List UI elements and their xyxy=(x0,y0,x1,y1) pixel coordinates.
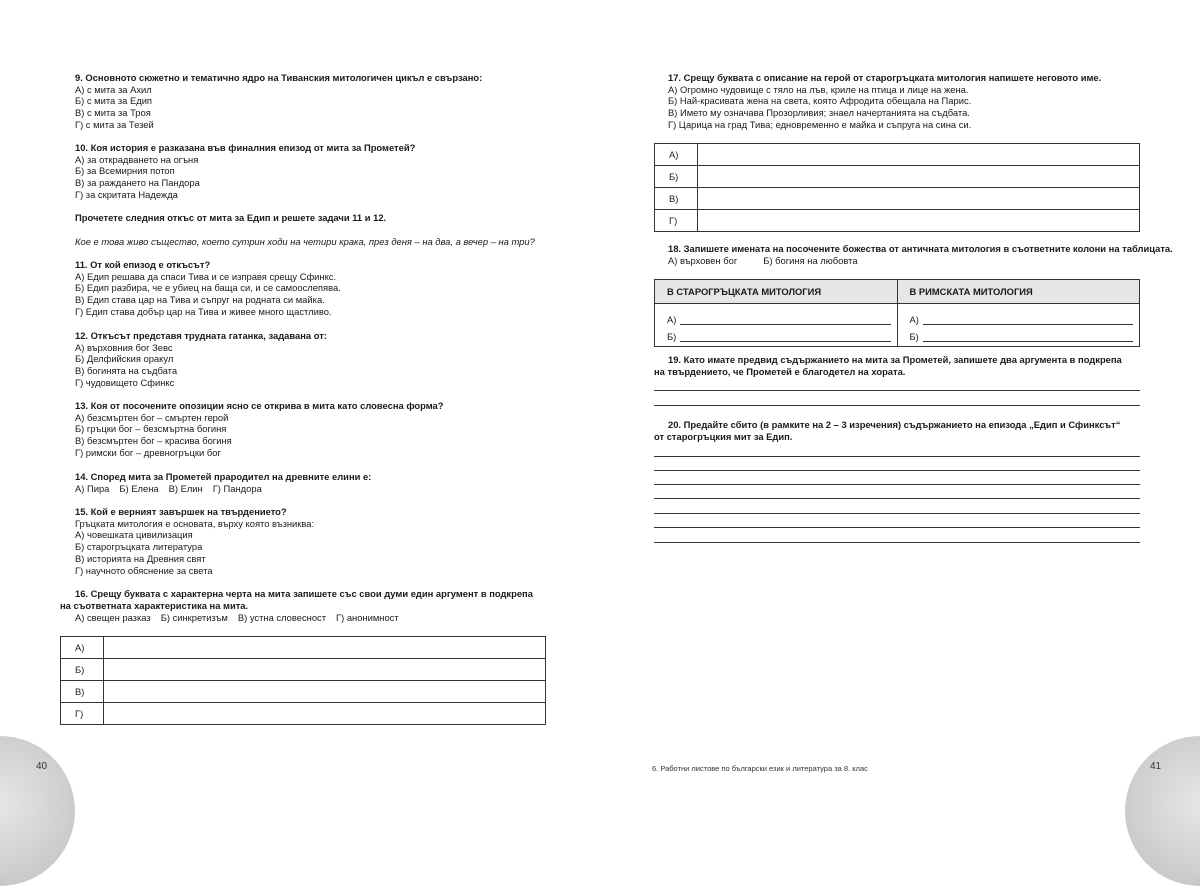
option: А) безсмъртен бог – смъртен герой xyxy=(75,411,229,423)
answer-line[interactable] xyxy=(654,484,1140,485)
option: В) историята на Древния свят xyxy=(75,552,206,564)
excerpt xyxy=(75,236,535,248)
option: Г) римски бог – древногръцки бог xyxy=(75,446,221,458)
row-label: Б) xyxy=(667,331,677,342)
footer-caption: 6. Работни листове по български език и литература за 8. клас xyxy=(652,764,868,773)
excerpt-instruction xyxy=(75,212,386,224)
option: А) човешката цивилизация xyxy=(75,529,193,541)
answer-cell[interactable] xyxy=(104,659,546,681)
answer-line[interactable] xyxy=(654,513,1140,514)
fill-line-row xyxy=(667,308,891,325)
answer-line[interactable] xyxy=(654,542,1140,543)
option: А) Пира xyxy=(75,482,110,494)
question-19-title-line2 xyxy=(654,366,905,378)
row-label: В) xyxy=(61,681,104,703)
table-row xyxy=(61,659,546,681)
question-17 xyxy=(668,72,1101,131)
option: Б) синкретизъм xyxy=(160,612,228,623)
question-title: 10. Коя история е разказана във финалния епизод от мита за Прометей? xyxy=(75,142,416,153)
row-label: А) xyxy=(61,637,104,659)
option: А) с мита за Ахил xyxy=(75,83,152,95)
question-13 xyxy=(75,400,443,459)
question-20-title-line1 xyxy=(668,419,1120,431)
options-inline xyxy=(75,612,409,624)
option: В) Елин xyxy=(168,482,203,494)
question-15 xyxy=(75,506,314,576)
fill-line[interactable] xyxy=(680,315,890,325)
row-label: А) xyxy=(909,314,919,325)
question-title: на съответната характеристика на мита. xyxy=(60,600,249,611)
table-row xyxy=(655,304,1140,347)
option: А) върховен бог xyxy=(668,254,738,266)
fill-line[interactable] xyxy=(923,332,1133,342)
question-16-title-line1 xyxy=(75,588,533,600)
fill-line[interactable] xyxy=(923,315,1133,325)
options-inline xyxy=(668,255,1173,267)
option: В) Името му означава Прозорливия; знаел начертанията на съдбата. xyxy=(668,107,970,119)
question-title: 11. От кой епизод е откъсът? xyxy=(75,259,211,270)
fill-line-row xyxy=(910,308,1134,325)
answer-table-17 xyxy=(654,143,1140,232)
question-title: 19. Като имате предвид съдържанието на мита за Прометей, запишете два аргумента в подкрепа xyxy=(668,354,1122,365)
option: Б) за Всемирния потоп xyxy=(75,165,175,177)
row-label: Б) xyxy=(655,166,698,188)
question-12 xyxy=(75,330,327,389)
table-row xyxy=(61,703,546,725)
answer-table-16 xyxy=(60,636,546,725)
option: В) с мита за Троя xyxy=(75,107,151,119)
row-label: Б) xyxy=(61,659,104,681)
row-label: Г) xyxy=(655,210,698,232)
question-title: 12. Откъсът представя трудната гатанка, задавана от: xyxy=(75,330,327,341)
excerpt-instruction-text: Прочетете следния откъс от мита за Едип и решете задачи 11 и 12. xyxy=(75,212,387,223)
option: А) Едип решава да спаси Тива и се изправя срещу Сфинкс. xyxy=(75,270,337,282)
option: Г) научното обяснение за света xyxy=(75,564,213,576)
option: А) върховния бог Зевс xyxy=(75,341,173,353)
excerpt-text: Кое е това живо същество, което сутрин ходи на четири крака, през деня – на два, а вечер – на три? xyxy=(75,236,535,247)
question-18 xyxy=(668,243,1173,266)
option: Г) Пандора xyxy=(212,482,262,494)
option: В) богинята на съдбата xyxy=(75,365,178,377)
answer-line[interactable] xyxy=(654,527,1140,528)
page-corner-circle xyxy=(1125,736,1200,886)
option: Б) богиня на любовта xyxy=(763,254,858,266)
table-row xyxy=(61,637,546,659)
fill-line[interactable] xyxy=(680,332,890,342)
question-14 xyxy=(75,471,371,494)
option: В) безсмъртен бог – красива богиня xyxy=(75,435,232,447)
page-corner-circle xyxy=(0,736,75,886)
row-label: В) xyxy=(655,188,698,210)
question-16-options xyxy=(75,612,409,624)
option: Г) с мита за Тезей xyxy=(75,118,154,130)
fill-line-row xyxy=(910,325,1134,342)
option: В) устна словесност xyxy=(237,612,327,623)
option: Б) Едип разбира, че е убиец на баща си, и се самоослепява. xyxy=(75,282,341,294)
option: Г) за скритата Надежда xyxy=(75,188,178,200)
row-label: А) xyxy=(655,144,698,166)
question-9 xyxy=(75,72,482,131)
right-page xyxy=(600,0,1200,818)
page-number: 41 xyxy=(1150,761,1162,772)
row-label: А) xyxy=(667,314,677,325)
answer-line[interactable] xyxy=(654,470,1140,471)
question-10 xyxy=(75,142,415,201)
answer-cell[interactable] xyxy=(698,166,1140,188)
left-page xyxy=(0,0,600,818)
question-title: 20. Предайте сбито (в рамките на 2 – 3 изречения) съдържанието на епизода „Едип и Сфинксът“ xyxy=(668,419,1121,430)
answer-line[interactable] xyxy=(654,390,1140,391)
question-title: 13. Коя от посочените опозиции ясно се открива в мита като словесна форма? xyxy=(75,400,444,411)
table-header-row xyxy=(655,280,1140,304)
question-title: 17. Срещу буквата с описание на герой от старогръцката митология напишете неговото име. xyxy=(668,72,1102,83)
question-title: от старогръцкия мит за Едип. xyxy=(654,431,793,442)
question-title: на твърдението, че Прометей е благодетел на хората. xyxy=(654,366,906,377)
option: Б) гръцки бог – безсмъртна богиня xyxy=(75,423,227,435)
table-row xyxy=(61,681,546,703)
option: Б) Делфийския оракул xyxy=(75,353,174,365)
question-title: 16. Срещу буквата с характерна черта на мита запишете със свои думи един аргумент в подкрепа xyxy=(75,588,533,599)
answer-cell[interactable] xyxy=(698,144,1140,166)
answer-cell[interactable] xyxy=(104,637,546,659)
answer-cell[interactable] xyxy=(104,703,546,725)
question-title: 18. Запишете имената на посочените божества от античната митология в съответните колони на таблицата. xyxy=(668,243,1173,254)
option: Г) чудовището Сфинкс xyxy=(75,376,175,388)
table-row xyxy=(655,144,1140,166)
column-header-greek: В СТАРОГРЪЦКАТА МИТОЛОГИЯ xyxy=(655,280,898,304)
option: Г) анонимност xyxy=(336,612,399,623)
option: Б) старогръцката литература xyxy=(75,541,203,553)
table-row xyxy=(655,166,1140,188)
fill-line-row xyxy=(667,325,891,342)
question-19-title-line1 xyxy=(668,354,1122,366)
answer-line[interactable] xyxy=(654,498,1140,499)
question-title: 9. Основното сюжетно и тематично ядро на Тиванския митологичен цикъл е свързано: xyxy=(75,72,483,83)
table-row xyxy=(655,210,1140,232)
answer-cell[interactable] xyxy=(698,188,1140,210)
option: Г) Царица на град Тива; едновременно е майка и съпруга на сина си. xyxy=(668,118,972,130)
greek-gods-cell xyxy=(655,304,898,347)
options-inline xyxy=(75,483,371,495)
option: Б) Елена xyxy=(119,482,159,494)
gods-table xyxy=(654,279,1140,347)
question-20-title-line2 xyxy=(654,431,792,443)
option: В) за раждането на Пандора xyxy=(75,177,200,189)
question-title: 15. Кой е верният завършек на твърдението? xyxy=(75,506,287,517)
column-header-roman: В РИМСКАТА МИТОЛОГИЯ xyxy=(897,280,1140,304)
page-number: 40 xyxy=(36,761,48,772)
option: А) Огромно чудовище с тяло на лъв, криле на птица и лице на жена. xyxy=(668,83,969,95)
answer-cell[interactable] xyxy=(698,210,1140,232)
option: Б) Най-красивата жена на света, която Афродита обещала на Парис. xyxy=(668,95,972,107)
roman-gods-cell xyxy=(897,304,1140,347)
answer-cell[interactable] xyxy=(104,681,546,703)
question-stem: Гръцката митология е основата, върху която възниква: xyxy=(75,517,315,529)
question-11 xyxy=(75,259,341,318)
option: Г) Едип става добър цар на Тива и живее много щастливо. xyxy=(75,305,332,317)
answer-line[interactable] xyxy=(654,456,1140,457)
option: В) Едип става цар на Тива и съпруг на родната си майка. xyxy=(75,294,325,306)
option: Б) с мита за Едип xyxy=(75,95,153,107)
option: А) свещен разказ xyxy=(75,612,151,623)
row-label: Г) xyxy=(61,703,104,725)
answer-line[interactable] xyxy=(654,405,1140,406)
option: А) за открадването на огъня xyxy=(75,153,199,165)
question-16-title-line2 xyxy=(60,600,248,612)
question-title: 14. Според мита за Прометей прародител на древните елини е: xyxy=(75,471,372,482)
row-label: Б) xyxy=(909,331,919,342)
table-row xyxy=(655,188,1140,210)
